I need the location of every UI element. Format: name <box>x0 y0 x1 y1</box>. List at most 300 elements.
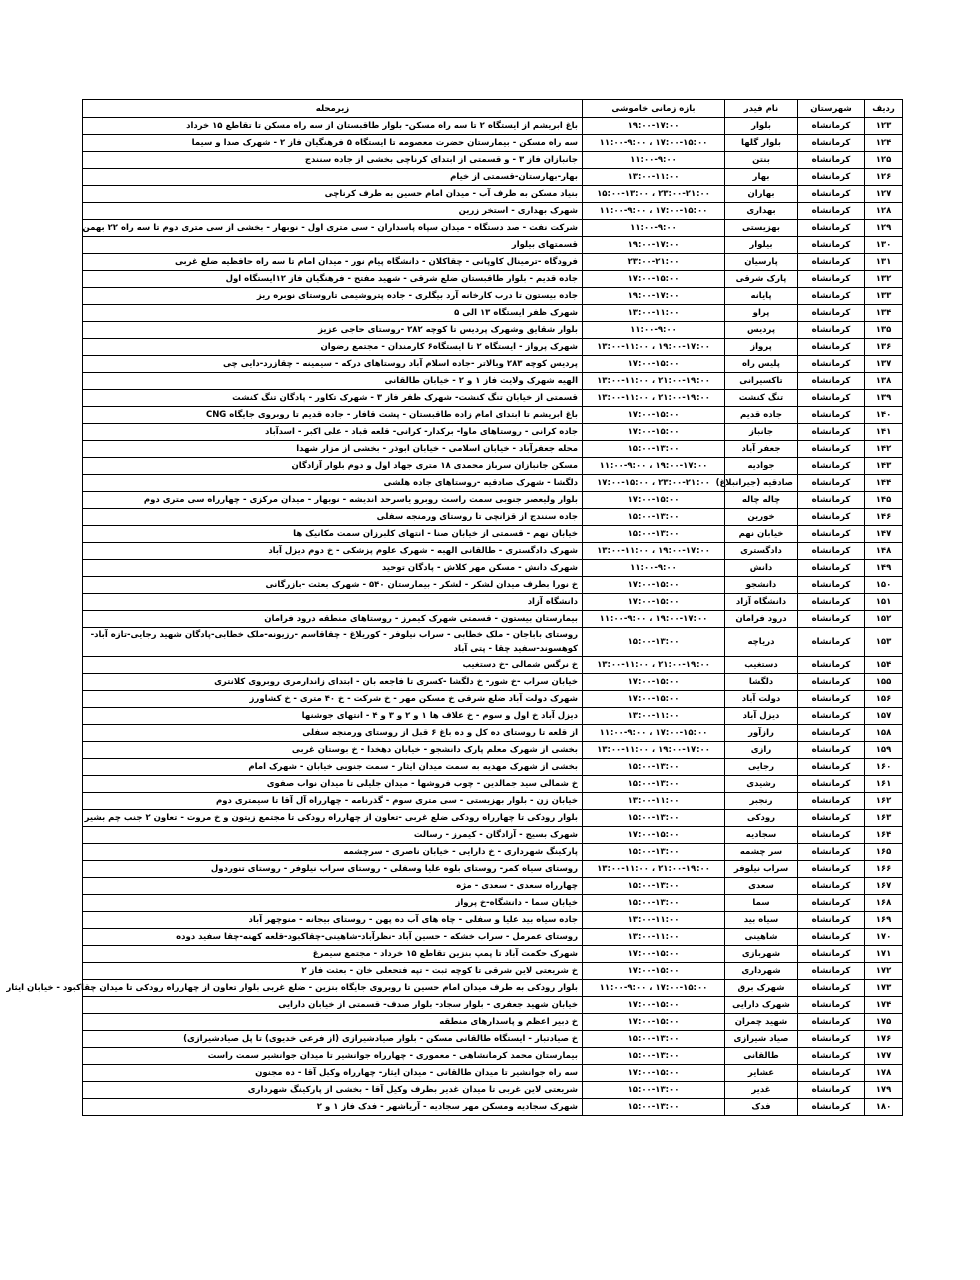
table-row <box>83 657 903 674</box>
row-city: کرمانشاه <box>798 810 865 827</box>
row-subarea: شرکت نفت - صد دستگاه - میدان سپاه پاسداران - سی متری اول - نوبهار - بخشی از سی متری دوم تا سه راه ۲۲ بهمن <box>83 220 583 237</box>
table-row <box>83 373 903 390</box>
row-time: ۱۵:۰۰-۱۳:۰۰ <box>583 1099 725 1116</box>
table-row <box>83 390 903 407</box>
header-time: بازه زمانی خاموشی <box>583 100 725 118</box>
row-subarea: سه راه مسکن - بیمارستان حضرت معصومه تا ایستگاه ۵ فرهنگیان فاز ۲ - شهرک صدا و سیما <box>83 135 583 152</box>
row-time: ۱۷:۰۰-۱۵:۰۰ ، ۱۱:۰۰-۹:۰۰ <box>583 135 725 152</box>
outage-table <box>6 99 903 1116</box>
row-index: ۱۶۸ <box>865 895 903 912</box>
row-subarea: بهار-بهارستان-قسمتی از خیام <box>83 169 583 186</box>
table-row <box>83 759 903 776</box>
row-city: کرمانشاه <box>798 674 865 691</box>
row-subarea: شهرک حکمت آباد تا پمپ بنزین تقاطع ۱۵ خرداد - مجتمع سیمرغ <box>83 946 583 963</box>
row-feeder: شهرداری <box>725 963 798 980</box>
table-row <box>83 458 903 475</box>
table-row <box>83 339 903 356</box>
row-subarea: بلوار شقایق وشهرک پردیس تا کوچه ۲۸۲ -روستای حاجی عزیز <box>83 322 583 339</box>
row-time: ۱۵:۰۰-۱۳:۰۰ <box>583 1082 725 1099</box>
row-index: ۱۲۶ <box>865 169 903 186</box>
row-feeder: پراو <box>725 305 798 322</box>
row-feeder: بلوار <box>725 118 798 135</box>
row-city: کرمانشاه <box>798 509 865 526</box>
row-feeder: جعفر آباد <box>725 441 798 458</box>
row-subarea: بخشی از شهرک معلم پارک دانشجو - خیابان دهخدا - خ بوستان غربی <box>83 742 583 759</box>
table-row <box>83 810 903 827</box>
header-feeder: نام فیدر <box>725 100 798 118</box>
row-city: کرمانشاه <box>798 373 865 390</box>
row-index: ۱۳۳ <box>865 288 903 305</box>
row-index: ۱۵۱ <box>865 594 903 611</box>
row-time: ۱۹:۰۰-۱۷:۰۰ ، ۱۱:۰۰-۹:۰۰ <box>583 458 725 475</box>
row-city: کرمانشاه <box>798 339 865 356</box>
row-feeder: جانباز <box>725 424 798 441</box>
row-index: ۱۴۸ <box>865 543 903 560</box>
row-city: کرمانشاه <box>798 186 865 203</box>
row-feeder: دانشگاه آزاد <box>725 594 798 611</box>
row-feeder: دانش <box>725 560 798 577</box>
row-index: ۱۵۸ <box>865 725 903 742</box>
row-time: ۱۹:۰۰-۱۷:۰۰ <box>583 237 725 254</box>
row-city: کرمانشاه <box>798 424 865 441</box>
row-index: ۱۲۹ <box>865 220 903 237</box>
row-time: ۱۵:۰۰-۱۳:۰۰ <box>583 1048 725 1065</box>
row-feeder: تنگ کنشت <box>725 390 798 407</box>
row-feeder: سیاه بید <box>725 912 798 929</box>
row-city: کرمانشاه <box>798 1048 865 1065</box>
row-subarea: دلگشا - شهرک صادقیه -روستاهای جاده هلشی <box>83 475 583 492</box>
row-subarea: جانبازان فاز ۳ - و قسمتی از ابتدای کرناچی بخشی از جاده سنندج <box>83 152 583 169</box>
row-index: ۱۸۰ <box>865 1099 903 1116</box>
row-subarea: دانشگاه آزاد <box>83 594 583 611</box>
row-index: ۱۳۱ <box>865 254 903 271</box>
row-feeder: سجادیه <box>725 827 798 844</box>
row-time: ۱۵:۰۰-۱۳:۰۰ <box>583 628 725 657</box>
row-time: ۱۷:۰۰-۱۵:۰۰ <box>583 691 725 708</box>
row-time: ۱۷:۰۰-۱۵:۰۰ <box>583 1014 725 1031</box>
row-subarea: بخشی از شهرک مهدیه به سمت میدان ایثار - سمت جنوبی خیابان - شهرک امام <box>83 759 583 776</box>
row-index: ۱۵۰ <box>865 577 903 594</box>
row-index: ۱۷۰ <box>865 929 903 946</box>
row-city: کرمانشاه <box>798 305 865 322</box>
row-city: کرمانشاه <box>798 946 865 963</box>
row-index: ۱۲۵ <box>865 152 903 169</box>
row-index: ۱۴۷ <box>865 526 903 543</box>
row-time: ۱۷:۰۰-۱۵:۰۰ <box>583 946 725 963</box>
row-time: ۱۵:۰۰-۱۳:۰۰ <box>583 895 725 912</box>
row-feeder: درود فرامان <box>725 611 798 628</box>
row-time: ۱۳:۰۰-۱۱:۰۰ <box>583 793 725 810</box>
table-row <box>83 912 903 929</box>
row-time: ۱۵:۰۰-۱۳:۰۰ <box>583 509 725 526</box>
row-index: ۱۴۶ <box>865 509 903 526</box>
table-row <box>83 203 903 220</box>
table-row <box>83 118 903 135</box>
row-feeder: دلگشا <box>725 674 798 691</box>
row-time: ۱۱:۰۰-۹:۰۰ <box>583 560 725 577</box>
row-subarea: خ دبیر اعظم و پاسدارهای منطقه <box>83 1014 583 1031</box>
row-time: ۱۳:۰۰-۱۱:۰۰ <box>583 708 725 725</box>
row-subarea: شهرک ظفر ایستگاه ۱۳ الی ۵ <box>83 305 583 322</box>
table-row <box>83 526 903 543</box>
row-subarea: خیابان نهم - قسمتی از خیابان صنا - انتهای کلبرزان سمت مکانیک ها <box>83 526 583 543</box>
row-city: کرمانشاه <box>798 390 865 407</box>
row-index: ۱۴۲ <box>865 441 903 458</box>
row-subarea: جاده قدیم - بلوار طاقبستان ضلع شرقی - شهید مفتح - فرهنگیان فاز ۱۲ایستگاه اول <box>83 271 583 288</box>
table-row <box>83 492 903 509</box>
header-row <box>83 100 903 118</box>
row-feeder: بهار <box>725 169 798 186</box>
row-feeder: طالقانی <box>725 1048 798 1065</box>
row-subarea: از قلعه تا روستای ده کل و ده باغ ۶ قبل از روستای ورمنجه سفلی <box>83 725 583 742</box>
header-city: شهرستان <box>798 100 865 118</box>
row-feeder: بیلوار <box>725 237 798 254</box>
row-index: ۱۷۵ <box>865 1014 903 1031</box>
row-city: کرمانشاه <box>798 203 865 220</box>
row-index: ۱۷۶ <box>865 1031 903 1048</box>
row-time: ۱۱:۰۰-۹:۰۰ <box>583 152 725 169</box>
table-row <box>83 288 903 305</box>
row-subarea: شهرک سجادیه ومسکن مهر سجادیه - آریاشهر - فدک فاز ۱ و ۲ <box>83 1099 583 1116</box>
table-row <box>83 1082 903 1099</box>
row-city: کرمانشاه <box>798 271 865 288</box>
table-row <box>83 152 903 169</box>
row-feeder: سراب نیلوفر <box>725 861 798 878</box>
row-index: ۱۷۹ <box>865 1082 903 1099</box>
table-row <box>83 237 903 254</box>
row-index: ۱۳۵ <box>865 322 903 339</box>
row-index: ۱۶۷ <box>865 878 903 895</box>
row-subarea: خ نرگس شمالی -خ دستغیب <box>83 657 583 674</box>
row-city: کرمانشاه <box>798 759 865 776</box>
row-index: ۱۶۴ <box>865 827 903 844</box>
row-city: کرمانشاه <box>798 708 865 725</box>
row-time: ۱۵:۰۰-۱۳:۰۰ <box>583 1031 725 1048</box>
row-city: کرمانشاه <box>798 895 865 912</box>
row-time: ۱۱:۰۰-۹:۰۰ <box>583 220 725 237</box>
row-feeder: سر چشمه <box>725 844 798 861</box>
row-feeder: بهزیستی <box>725 220 798 237</box>
table-row <box>83 1065 903 1082</box>
row-feeder: چاله چاله <box>725 492 798 509</box>
row-feeder: دولت آباد <box>725 691 798 708</box>
row-subarea: بیمارستان محمد کرمانشاهی - معموری - چهارراه جوانشیر تا میدان جوانشیر سمت راست <box>83 1048 583 1065</box>
row-feeder: شهربازی <box>725 946 798 963</box>
row-time: ۱۵:۰۰-۱۳:۰۰ <box>583 526 725 543</box>
row-city: کرمانشاه <box>798 912 865 929</box>
row-time: ۱۷:۰۰-۱۵:۰۰ ، ۱۱:۰۰-۹:۰۰ <box>583 980 725 997</box>
row-subarea: بیمارستان بیستون - قسمتی شهرک کیمرز - روستاهای منطقه درود فرامان <box>83 611 583 628</box>
row-city: کرمانشاه <box>798 492 865 509</box>
row-feeder: بنتن <box>725 152 798 169</box>
row-index: ۱۵۴ <box>865 657 903 674</box>
row-index: ۱۴۵ <box>865 492 903 509</box>
row-feeder: شهرک برق <box>725 980 798 997</box>
row-time: ۱۹:۰۰-۱۷:۰۰ ، ۱۳:۰۰-۱۱:۰۰ <box>583 742 725 759</box>
row-subarea: شهرک دانش - مسکن مهر کلاش - پادگان توحید <box>83 560 583 577</box>
row-feeder: خورین <box>725 509 798 526</box>
row-index: ۱۳۹ <box>865 390 903 407</box>
row-city: کرمانشاه <box>798 118 865 135</box>
table-row <box>83 1014 903 1031</box>
row-index: ۱۲۴ <box>865 135 903 152</box>
row-index: ۱۲۷ <box>865 186 903 203</box>
row-subarea: شهرک پرواز - ایستگاه ۲ تا ایستگاه۶ کارمندان - مجتمع رضوان <box>83 339 583 356</box>
row-index: ۱۷۳ <box>865 980 903 997</box>
table-row <box>83 611 903 628</box>
row-city: کرمانشاه <box>798 220 865 237</box>
table-row <box>83 980 903 997</box>
table-row <box>83 861 903 878</box>
row-city: کرمانشاه <box>798 475 865 492</box>
row-city: کرمانشاه <box>798 1065 865 1082</box>
table-header <box>83 100 903 118</box>
row-feeder: صادقیه (جیرانبلاغ) <box>725 475 798 492</box>
row-subarea: شهرک بسیج - آزادگان - کیمرز - رسالت <box>83 827 583 844</box>
row-subarea: خ نورا بطرف میدان لشکر - لشکر - بیمارستان ۵۴۰ - شهرک بعثت -بازرگانی <box>83 577 583 594</box>
row-subarea: بلوار رودکی تا چهارراه رودکی ضلع غربی -تعاون از چهارراه رودکی تا مجتمع زیتون و خ مروت - تعاون ۲ جنب چم بشیر <box>83 810 583 827</box>
row-subarea: خیابان زن - بلوار بهزیستی - سی متری سوم - گذرنامه - چهارراه آل آقا تا سیمتری دوم <box>83 793 583 810</box>
row-time: ۱۷:۰۰-۱۵:۰۰ <box>583 963 725 980</box>
row-index: ۱۶۱ <box>865 776 903 793</box>
table-row <box>83 135 903 152</box>
row-feeder: بلوار گلها <box>725 135 798 152</box>
table-row <box>83 691 903 708</box>
row-time: ۲۱:۰۰-۱۹:۰۰ ، ۱۳:۰۰-۱۱:۰۰ <box>583 657 725 674</box>
row-city: کرمانشاه <box>798 776 865 793</box>
row-feeder: رازی <box>725 742 798 759</box>
row-time: ۱۷:۰۰-۱۵:۰۰ <box>583 997 725 1014</box>
row-index: ۱۷۴ <box>865 997 903 1014</box>
row-subarea: قسمتهای بیلوار <box>83 237 583 254</box>
row-subarea: بنیاد مسکن به طرف آب - میدان امام حسین به طرف کرناچی <box>83 186 583 203</box>
row-index: ۱۳۰ <box>865 237 903 254</box>
row-city: کرمانشاه <box>798 577 865 594</box>
row-index: ۱۳۷ <box>865 356 903 373</box>
table-row <box>83 963 903 980</box>
row-feeder: پرواز <box>725 339 798 356</box>
row-city: کرمانشاه <box>798 963 865 980</box>
table-row <box>83 946 903 963</box>
row-index: ۱۷۸ <box>865 1065 903 1082</box>
row-index: ۱۴۰ <box>865 407 903 424</box>
row-subarea: باغ ابریشم از ایستگاه ۲ تا سه راه مسکن- بلوار طاقبستان از سه راه مسکن تا تقاطع ۱۵ خرداد <box>83 118 583 135</box>
row-subarea: جاده کرانی - روستاهای ماوا- برکدار- کرانی- قلعه قباد - علی اکبر - اسدآباد <box>83 424 583 441</box>
row-city: کرمانشاه <box>798 356 865 373</box>
row-subarea: خ شریعتی لاین شرقی تا کوچه ثبت - تپه فتحعلی خان - بعثت فاز ۲ <box>83 963 583 980</box>
row-time: ۱۷:۰۰-۱۵:۰۰ <box>583 577 725 594</box>
row-city: کرمانشاه <box>798 1099 865 1116</box>
table-row <box>83 254 903 271</box>
row-subarea: روستای سیاه کمر- روستای بلوه علیا وسفلی - روستای سراب نیلوفر - روستای تنوردول <box>83 861 583 878</box>
row-city: کرمانشاه <box>798 861 865 878</box>
row-time: ۱۱:۰۰-۹:۰۰ <box>583 322 725 339</box>
row-index: ۱۲۳ <box>865 118 903 135</box>
row-index: ۱۵۶ <box>865 691 903 708</box>
row-time: ۱۳:۰۰-۱۱:۰۰ <box>583 912 725 929</box>
row-time: ۱۷:۰۰-۱۵:۰۰ <box>583 271 725 288</box>
row-subarea: شهرک دادگستری - طالقانی الهیه - شهرک علوم پزشکی - خ دوم دیزل آباد <box>83 543 583 560</box>
row-feeder: جاده قدیم <box>725 407 798 424</box>
row-time: ۱۵:۰۰-۱۳:۰۰ <box>583 759 725 776</box>
row-subarea: روستای عمرمل - سراب خشکه - حسین آباد -نظرآباد-شاهینی-چقاکبود-قلعه کهنه-چقا سفید دوده <box>83 929 583 946</box>
row-time: ۲۳:۰۰-۲۱:۰۰ ، ۱۷:۰۰-۱۵:۰۰ <box>583 475 725 492</box>
row-time: ۱۳:۰۰-۱۱:۰۰ <box>583 305 725 322</box>
row-city: کرمانشاه <box>798 254 865 271</box>
table-row <box>83 827 903 844</box>
row-time: ۱۷:۰۰-۱۵:۰۰ <box>583 827 725 844</box>
row-index: ۱۳۲ <box>865 271 903 288</box>
table-row <box>83 895 903 912</box>
row-index: ۱۴۱ <box>865 424 903 441</box>
row-index: ۱۴۴ <box>865 475 903 492</box>
table-row <box>83 356 903 373</box>
row-city: کرمانشاه <box>798 628 865 657</box>
row-subarea: پارکینگ شهرداری - خ دارایی - خیابان ناصری - سرچشمه <box>83 844 583 861</box>
row-time: ۲۱:۰۰-۱۹:۰۰ ، ۱۳:۰۰-۱۱:۰۰ <box>583 861 725 878</box>
table-row <box>83 844 903 861</box>
row-feeder: دریاچه <box>725 628 798 657</box>
row-feeder: رازآور <box>725 725 798 742</box>
row-city: کرمانشاه <box>798 1082 865 1099</box>
row-feeder: شهرک دارایی <box>725 997 798 1014</box>
row-feeder: دستغیب <box>725 657 798 674</box>
table-row <box>83 441 903 458</box>
table-row <box>83 793 903 810</box>
table-row <box>83 271 903 288</box>
row-subarea: فرودگاه -ترمینال کاوپانی - چقاکلان - دانشگاه پیام نور - میدان امام تا سه راه حافظیه ضلع غربی <box>83 254 583 271</box>
row-feeder: خیابان نهم <box>725 526 798 543</box>
row-feeder: پایانه <box>725 288 798 305</box>
row-index: ۱۶۳ <box>865 810 903 827</box>
row-index: ۱۵۵ <box>865 674 903 691</box>
row-time: ۱۷:۰۰-۱۵:۰۰ ، ۱۱:۰۰-۹:۰۰ <box>583 203 725 220</box>
row-city: کرمانشاه <box>798 844 865 861</box>
row-city: کرمانشاه <box>798 1014 865 1031</box>
row-subarea: محله جعفرآباد - خیابان اسلامی - خیابان ابوذر - بخشی از مزار شهدا <box>83 441 583 458</box>
row-city: کرمانشاه <box>798 878 865 895</box>
row-feeder: صیاد شیرازی <box>725 1031 798 1048</box>
row-city: کرمانشاه <box>798 827 865 844</box>
row-city: کرمانشاه <box>798 594 865 611</box>
table-row <box>83 628 903 657</box>
table-row <box>83 509 903 526</box>
row-subarea: قسمتی از خیابان تنگ کنشت- شهرک ظفر فاز ۳ - شهرک تکاور - پادگان تنگ کنشت <box>83 390 583 407</box>
row-feeder: پارسیان <box>725 254 798 271</box>
row-index: ۱۵۹ <box>865 742 903 759</box>
table-row <box>83 997 903 1014</box>
table-row <box>83 305 903 322</box>
row-city: کرمانشاه <box>798 288 865 305</box>
row-index: ۱۷۷ <box>865 1048 903 1065</box>
row-city: کرمانشاه <box>798 560 865 577</box>
outage-schedule-sheet <box>6 99 902 1116</box>
row-subarea: روستای باباجان - ملک خطابی - سراب نیلوفر - کوریلاغ - چقاقاسم -رزیونه-ملک خطابی-پادگان شهید رجایی-تازه آباد-کوهسوند-سفید چقا - پتی آباد <box>83 628 583 657</box>
table-row <box>83 560 903 577</box>
row-feeder: سعدی <box>725 878 798 895</box>
row-subarea: دیزل آباد خ اول و سوم - خ علاف ها ۱ و ۲ و ۳ و ۴ - انتهای جوشنها <box>83 708 583 725</box>
table-row <box>83 1099 903 1116</box>
row-city: کرمانشاه <box>798 793 865 810</box>
table-row <box>83 186 903 203</box>
row-time: ۱۷:۰۰-۱۵:۰۰ <box>583 1065 725 1082</box>
row-time: ۱۷:۰۰-۱۵:۰۰ <box>583 674 725 691</box>
row-time: ۲۳:۰۰-۲۱:۰۰ <box>583 254 725 271</box>
row-city: کرمانشاه <box>798 980 865 997</box>
row-time: ۱۳:۰۰-۱۱:۰۰ <box>583 929 725 946</box>
row-feeder: پلیس راه <box>725 356 798 373</box>
table-row <box>83 475 903 492</box>
row-subarea: جاده سیاه بید علیا و سفلی - چاه های آب ده پهن - روستای بیجانه - منوچهر آباد <box>83 912 583 929</box>
header-subarea: زیرمحله <box>83 100 583 118</box>
row-subarea: جاده بیستون تا درب کارخانه آرد بیگلری - جاده پتروشیمی تاروستای نوبره ریز <box>83 288 583 305</box>
row-city: کرمانشاه <box>798 135 865 152</box>
row-index: ۱۵۲ <box>865 611 903 628</box>
row-index: ۱۶۶ <box>865 861 903 878</box>
table-row <box>83 776 903 793</box>
row-feeder: رشیدی <box>725 776 798 793</box>
row-time: ۱۷:۰۰-۱۵:۰۰ <box>583 407 725 424</box>
table-row <box>83 708 903 725</box>
row-index: ۱۶۰ <box>865 759 903 776</box>
row-subarea: باغ ابریشم تا ابتدای امام زاده طاقبستان - پشت قافار - جاده قدیم تا روبروی جایگاه CNG <box>83 407 583 424</box>
row-index: ۱۷۲ <box>865 963 903 980</box>
row-city: کرمانشاه <box>798 929 865 946</box>
table-row <box>83 322 903 339</box>
table-row <box>83 220 903 237</box>
row-time: ۱۷:۰۰-۱۵:۰۰ <box>583 424 725 441</box>
row-time: ۱۵:۰۰-۱۳:۰۰ <box>583 878 725 895</box>
row-time: ۱۷:۰۰-۱۵:۰۰ <box>583 492 725 509</box>
row-index: ۱۷۱ <box>865 946 903 963</box>
row-city: کرمانشاه <box>798 543 865 560</box>
row-subarea: بلوار ولیعصر جنوبی سمت راست روبرو یاسرحد اندیشه - نوبهار - میدان مرکزی - چهارراه سی متری دوم <box>83 492 583 509</box>
table-row <box>83 543 903 560</box>
row-feeder: جوادیه <box>725 458 798 475</box>
row-time: ۱۹:۰۰-۱۷:۰۰ ، ۱۳:۰۰-۱۱:۰۰ <box>583 543 725 560</box>
row-time: ۲۱:۰۰-۱۹:۰۰ ، ۱۳:۰۰-۱۱:۰۰ <box>583 390 725 407</box>
table-row <box>83 1048 903 1065</box>
row-feeder: پردیس <box>725 322 798 339</box>
row-time: ۱۳:۰۰-۱۱:۰۰ <box>583 169 725 186</box>
row-city: کرمانشاه <box>798 997 865 1014</box>
row-city: کرمانشاه <box>798 1031 865 1048</box>
table-row <box>83 594 903 611</box>
row-feeder: دادگستری <box>725 543 798 560</box>
row-index: ۱۲۸ <box>865 203 903 220</box>
row-subarea: شهرک بهداری - استخر زرین <box>83 203 583 220</box>
row-index: ۱۴۳ <box>865 458 903 475</box>
row-time: ۱۷:۰۰-۱۵:۰۰ ، ۱۱:۰۰-۹:۰۰ <box>583 725 725 742</box>
row-index: ۱۶۵ <box>865 844 903 861</box>
row-city: کرمانشاه <box>798 691 865 708</box>
table-row <box>83 674 903 691</box>
row-time: ۱۷:۰۰-۱۵:۰۰ <box>583 594 725 611</box>
row-feeder: شهید چمران <box>725 1014 798 1031</box>
row-subarea: مسکن جانبازان سرباز محمدی ۱۸ متری جهاد اول و دوم بلوار آزادگان <box>83 458 583 475</box>
table-body <box>6 118 903 1116</box>
row-subarea: خیابان سراب -خ شور- خ دلگشا -کسری تا فاجعه بان - ابتدای زاندارمری روبروی کلانتری <box>83 674 583 691</box>
row-subarea: بلوار رودکی به طرف میدان امام حسین تا روبروی جایگاه بنزین - ضلع غربی بلوار تعاون از چهارراه رودکی تا میدان چقاکبود - خیابان ایثار <box>83 980 583 997</box>
row-time: ۱۵:۰۰-۱۳:۰۰ <box>583 776 725 793</box>
row-time: ۲۳:۰۰-۲۱:۰۰ ، ۱۵:۰۰-۱۳:۰۰ <box>583 186 725 203</box>
row-city: کرمانشاه <box>798 169 865 186</box>
row-index: ۱۴۹ <box>865 560 903 577</box>
row-index: ۱۳۶ <box>865 339 903 356</box>
row-subarea: خیابان سما - دانشگاه-خ پرواز <box>83 895 583 912</box>
row-time: ۱۹:۰۰-۱۷:۰۰ ، ۱۳:۰۰-۱۱:۰۰ <box>583 339 725 356</box>
row-index: ۱۳۴ <box>865 305 903 322</box>
